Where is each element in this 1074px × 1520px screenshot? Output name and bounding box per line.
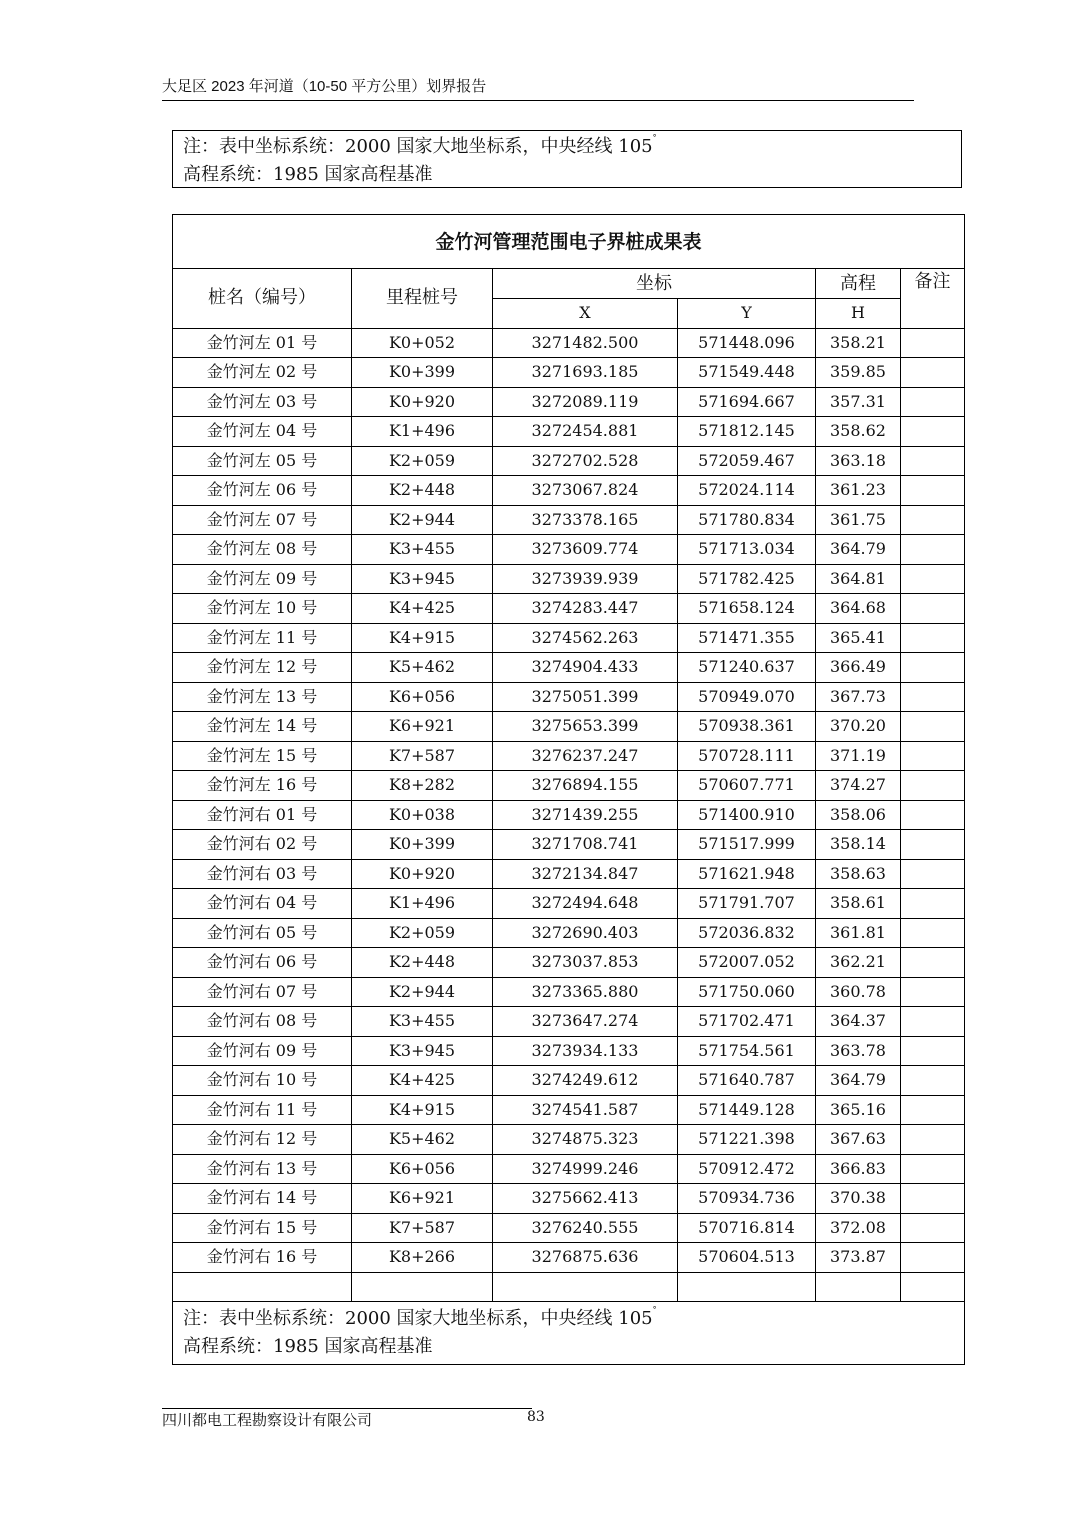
stake-name: 金竹河左 14 号 — [173, 712, 352, 742]
stake-note — [901, 1036, 965, 1066]
stake-y: 571702.471 — [678, 1007, 816, 1037]
stake-note — [901, 948, 965, 978]
stake-y: 571240.637 — [678, 653, 816, 683]
stake-mileage: K7+587 — [352, 1213, 493, 1243]
stake-h: 364.37 — [816, 1007, 901, 1037]
stake-h: 367.63 — [816, 1125, 901, 1155]
stake-mileage: K6+921 — [352, 712, 493, 742]
stake-mileage: K1+496 — [352, 417, 493, 447]
col-header-elev: 高程 — [816, 269, 901, 299]
stake-x: 3271482.500 — [493, 328, 678, 358]
stake-name: 金竹河右 08 号 — [173, 1007, 352, 1037]
stake-h: 367.73 — [816, 682, 901, 712]
stake-note — [901, 594, 965, 624]
stake-y: 571812.145 — [678, 417, 816, 447]
stake-x: 3271439.255 — [493, 800, 678, 830]
col-header-coord: 坐标 — [493, 269, 816, 299]
stake-h: 358.14 — [816, 830, 901, 860]
stake-y: 570716.814 — [678, 1213, 816, 1243]
stake-h: 374.27 — [816, 771, 901, 801]
table-row — [173, 682, 965, 712]
bottom-note — [173, 1302, 965, 1365]
stake-note — [901, 1007, 965, 1037]
col-header-mileage: 里程桩号 — [352, 269, 493, 329]
stake-name: 金竹河左 08 号 — [173, 535, 352, 565]
stake-mileage: K4+425 — [352, 594, 493, 624]
stake-note — [901, 535, 965, 565]
col-header-y: Y — [678, 299, 816, 329]
empty-cell — [678, 1272, 816, 1302]
stake-x: 3271693.185 — [493, 358, 678, 388]
stake-h: 358.61 — [816, 889, 901, 919]
stake-name: 金竹河右 14 号 — [173, 1184, 352, 1214]
stake-x: 3274283.447 — [493, 594, 678, 624]
degree-symbol: ° — [652, 1305, 657, 1314]
stake-x: 3274541.587 — [493, 1095, 678, 1125]
stake-x: 3274562.263 — [493, 623, 678, 653]
stake-x: 3275051.399 — [493, 682, 678, 712]
stake-mileage: K2+448 — [352, 948, 493, 978]
stake-note — [901, 1213, 965, 1243]
table-row — [173, 1243, 965, 1273]
stake-note — [901, 1095, 965, 1125]
table-row — [173, 476, 965, 506]
header-title: 大足区 2023 年河道（10-50 平方公里）划界报告 — [162, 78, 487, 95]
stake-h: 359.85 — [816, 358, 901, 388]
stake-name: 金竹河右 10 号 — [173, 1066, 352, 1096]
stake-y: 570934.736 — [678, 1184, 816, 1214]
stake-mileage: K3+945 — [352, 1036, 493, 1066]
table-row — [173, 535, 965, 565]
stake-y: 571517.999 — [678, 830, 816, 860]
col-header-name: 桩名（编号） — [173, 269, 352, 329]
table-row — [173, 387, 965, 417]
stake-x: 3272134.847 — [493, 859, 678, 889]
stake-h: 370.38 — [816, 1184, 901, 1214]
stake-x: 3274249.612 — [493, 1066, 678, 1096]
stake-mileage: K4+915 — [352, 623, 493, 653]
stake-note — [901, 623, 965, 653]
stake-y: 571791.707 — [678, 889, 816, 919]
stake-name: 金竹河左 05 号 — [173, 446, 352, 476]
stake-x: 3274904.433 — [493, 653, 678, 683]
stake-mileage: K6+056 — [352, 1154, 493, 1184]
stake-name: 金竹河右 09 号 — [173, 1036, 352, 1066]
stake-note — [901, 918, 965, 948]
table-row — [173, 712, 965, 742]
stake-x: 3276240.555 — [493, 1213, 678, 1243]
stake-note — [901, 859, 965, 889]
stake-name: 金竹河左 09 号 — [173, 564, 352, 594]
bottom-note-line1: 注：表中坐标系统：2000 国家大地坐标系，中央经线 105° — [183, 1305, 657, 1329]
stake-y: 570938.361 — [678, 712, 816, 742]
stake-h: 363.78 — [816, 1036, 901, 1066]
stake-h: 364.79 — [816, 535, 901, 565]
empty-cell — [816, 1272, 901, 1302]
table-row — [173, 948, 965, 978]
stake-y: 571640.787 — [678, 1066, 816, 1096]
stake-mileage: K3+455 — [352, 535, 493, 565]
top-note-line1: 注：表中坐标系统：2000 国家大地坐标系，中央经线 105° — [183, 133, 657, 157]
top-note-line2: 高程系统：1985 国家高程基准 — [183, 164, 433, 185]
stake-note — [901, 771, 965, 801]
stake-x: 3273647.274 — [493, 1007, 678, 1037]
stake-note — [901, 358, 965, 388]
stake-y: 571782.425 — [678, 564, 816, 594]
stake-h: 364.81 — [816, 564, 901, 594]
stake-mileage: K2+944 — [352, 505, 493, 535]
stake-x: 3272702.528 — [493, 446, 678, 476]
stake-name: 金竹河右 16 号 — [173, 1243, 352, 1273]
stake-x: 3276894.155 — [493, 771, 678, 801]
stake-note — [901, 564, 965, 594]
stake-x: 3276237.247 — [493, 741, 678, 771]
stake-name: 金竹河左 13 号 — [173, 682, 352, 712]
stake-x: 3274999.246 — [493, 1154, 678, 1184]
table-row — [173, 1007, 965, 1037]
top-note — [172, 130, 962, 188]
stake-name: 金竹河右 03 号 — [173, 859, 352, 889]
stake-h: 371.19 — [816, 741, 901, 771]
stake-h: 362.21 — [816, 948, 901, 978]
stake-x: 3271708.741 — [493, 830, 678, 860]
stake-mileage: K6+921 — [352, 1184, 493, 1214]
stake-h: 373.87 — [816, 1243, 901, 1273]
table-title: 金竹河管理范围电子界桩成果表 — [173, 215, 965, 269]
stake-mileage: K5+462 — [352, 653, 493, 683]
stake-x: 3275662.413 — [493, 1184, 678, 1214]
col-header-note: 备注 — [901, 269, 965, 329]
stake-name: 金竹河右 01 号 — [173, 800, 352, 830]
stake-name: 金竹河左 12 号 — [173, 653, 352, 683]
stake-h: 364.79 — [816, 1066, 901, 1096]
stake-y: 571449.128 — [678, 1095, 816, 1125]
empty-cell — [901, 1272, 965, 1302]
stake-mileage: K2+944 — [352, 977, 493, 1007]
stake-x: 3272690.403 — [493, 918, 678, 948]
stake-x: 3274875.323 — [493, 1125, 678, 1155]
empty-cell — [352, 1272, 493, 1302]
stake-x: 3276875.636 — [493, 1243, 678, 1273]
stake-mileage: K2+448 — [352, 476, 493, 506]
stake-y: 571221.398 — [678, 1125, 816, 1155]
stake-name: 金竹河右 15 号 — [173, 1213, 352, 1243]
stake-name: 金竹河左 11 号 — [173, 623, 352, 653]
page-header — [162, 76, 914, 101]
stake-note — [901, 1066, 965, 1096]
stake-mileage: K3+945 — [352, 564, 493, 594]
table-row — [173, 505, 965, 535]
stake-x: 3273037.853 — [493, 948, 678, 978]
stake-mileage: K1+496 — [352, 889, 493, 919]
stake-note — [901, 741, 965, 771]
stake-h: 358.06 — [816, 800, 901, 830]
stake-y: 570912.472 — [678, 1154, 816, 1184]
stake-h: 357.31 — [816, 387, 901, 417]
stake-y: 572059.467 — [678, 446, 816, 476]
stake-note — [901, 889, 965, 919]
stake-name: 金竹河左 01 号 — [173, 328, 352, 358]
table-row — [173, 1036, 965, 1066]
table-row — [173, 1154, 965, 1184]
stake-x: 3275653.399 — [493, 712, 678, 742]
stake-y: 571754.561 — [678, 1036, 816, 1066]
stake-note — [901, 417, 965, 447]
stake-h: 372.08 — [816, 1213, 901, 1243]
col-header-h: H — [816, 299, 901, 329]
degree-symbol: ° — [652, 133, 657, 142]
empty-row — [173, 1272, 965, 1302]
table-row — [173, 653, 965, 683]
stake-mileage: K4+915 — [352, 1095, 493, 1125]
stake-y: 571471.355 — [678, 623, 816, 653]
stake-x: 3272454.881 — [493, 417, 678, 447]
stake-x: 3272494.648 — [493, 889, 678, 919]
stake-note — [901, 505, 965, 535]
table-row — [173, 1184, 965, 1214]
stake-h: 363.18 — [816, 446, 901, 476]
stake-h: 360.78 — [816, 977, 901, 1007]
stake-y: 570607.771 — [678, 771, 816, 801]
stake-y: 571621.948 — [678, 859, 816, 889]
stake-name: 金竹河右 02 号 — [173, 830, 352, 860]
stake-h: 364.68 — [816, 594, 901, 624]
table-row — [173, 771, 965, 801]
stake-mileage: K3+455 — [352, 1007, 493, 1037]
stake-note — [901, 476, 965, 506]
table-row — [173, 594, 965, 624]
stake-name: 金竹河右 04 号 — [173, 889, 352, 919]
table-row — [173, 1095, 965, 1125]
stake-note — [901, 682, 965, 712]
stake-mileage: K0+052 — [352, 328, 493, 358]
empty-cell — [493, 1272, 678, 1302]
stake-h: 366.49 — [816, 653, 901, 683]
table-row — [173, 889, 965, 919]
table-row — [173, 741, 965, 771]
col-header-x: X — [493, 299, 678, 329]
table-row — [173, 977, 965, 1007]
stake-x: 3273067.824 — [493, 476, 678, 506]
stake-note — [901, 800, 965, 830]
stake-h: 370.20 — [816, 712, 901, 742]
stake-mileage: K7+587 — [352, 741, 493, 771]
stake-mileage: K0+399 — [352, 830, 493, 860]
stake-mileage: K0+399 — [352, 358, 493, 388]
stake-y: 570949.070 — [678, 682, 816, 712]
stake-name: 金竹河左 04 号 — [173, 417, 352, 447]
stake-y: 570604.513 — [678, 1243, 816, 1273]
table-row — [173, 1213, 965, 1243]
stake-h: 358.21 — [816, 328, 901, 358]
stake-mileage: K6+056 — [352, 682, 493, 712]
table-row — [173, 1125, 965, 1155]
stake-name: 金竹河左 07 号 — [173, 505, 352, 535]
table-row — [173, 859, 965, 889]
stake-note — [901, 830, 965, 860]
table-row — [173, 830, 965, 860]
stake-h: 358.63 — [816, 859, 901, 889]
stake-note — [901, 1184, 965, 1214]
stake-mileage: K8+266 — [352, 1243, 493, 1273]
stake-name: 金竹河右 11 号 — [173, 1095, 352, 1125]
stake-h: 366.83 — [816, 1154, 901, 1184]
stake-h: 365.16 — [816, 1095, 901, 1125]
table-row — [173, 358, 965, 388]
stake-name: 金竹河左 16 号 — [173, 771, 352, 801]
stake-note — [901, 387, 965, 417]
stake-name: 金竹河左 15 号 — [173, 741, 352, 771]
stake-name: 金竹河右 12 号 — [173, 1125, 352, 1155]
stake-note — [901, 712, 965, 742]
page-number: 83 — [527, 1409, 545, 1425]
stake-y: 572024.114 — [678, 476, 816, 506]
stake-mileage: K0+920 — [352, 387, 493, 417]
stake-h: 358.62 — [816, 417, 901, 447]
stake-mileage: K8+282 — [352, 771, 493, 801]
stake-y: 571549.448 — [678, 358, 816, 388]
stake-x: 3273378.165 — [493, 505, 678, 535]
table-row — [173, 417, 965, 447]
table-row — [173, 564, 965, 594]
stake-y: 571694.667 — [678, 387, 816, 417]
stake-x: 3272089.119 — [493, 387, 678, 417]
stake-x: 3273939.939 — [493, 564, 678, 594]
stake-h: 361.23 — [816, 476, 901, 506]
stake-h: 361.81 — [816, 918, 901, 948]
stake-name: 金竹河左 10 号 — [173, 594, 352, 624]
stake-name: 金竹河右 07 号 — [173, 977, 352, 1007]
table-row — [173, 918, 965, 948]
stake-h: 365.41 — [816, 623, 901, 653]
stake-y: 572007.052 — [678, 948, 816, 978]
stake-y: 571658.124 — [678, 594, 816, 624]
stake-mileage: K2+059 — [352, 918, 493, 948]
table-row — [173, 446, 965, 476]
stake-y: 571713.034 — [678, 535, 816, 565]
bottom-note-line2: 高程系统：1985 国家高程基准 — [183, 1336, 433, 1357]
stake-note — [901, 653, 965, 683]
stake-name: 金竹河右 13 号 — [173, 1154, 352, 1184]
table-row — [173, 328, 965, 358]
table-row — [173, 800, 965, 830]
stake-y: 571400.910 — [678, 800, 816, 830]
stake-y: 572036.832 — [678, 918, 816, 948]
stake-y: 571780.834 — [678, 505, 816, 535]
page-footer — [162, 1408, 532, 1431]
stake-y: 571750.060 — [678, 977, 816, 1007]
stake-mileage: K5+462 — [352, 1125, 493, 1155]
stake-mileage: K0+920 — [352, 859, 493, 889]
stake-mileage: K0+038 — [352, 800, 493, 830]
stake-x: 3273609.774 — [493, 535, 678, 565]
boundary-stake-table — [172, 214, 965, 1365]
stake-y: 571448.096 — [678, 328, 816, 358]
stake-name: 金竹河左 02 号 — [173, 358, 352, 388]
stake-note — [901, 1125, 965, 1155]
stake-note — [901, 1154, 965, 1184]
stake-name: 金竹河左 03 号 — [173, 387, 352, 417]
stake-x: 3273365.880 — [493, 977, 678, 1007]
stake-note — [901, 977, 965, 1007]
stake-name: 金竹河左 06 号 — [173, 476, 352, 506]
stake-x: 3273934.133 — [493, 1036, 678, 1066]
stake-y: 570728.111 — [678, 741, 816, 771]
stake-note — [901, 328, 965, 358]
table-row — [173, 1066, 965, 1096]
stake-note — [901, 446, 965, 476]
stake-note — [901, 1243, 965, 1273]
footer-company: 四川都电工程勘察设计有限公司 — [162, 1412, 373, 1429]
empty-cell — [173, 1272, 352, 1302]
stake-name: 金竹河右 05 号 — [173, 918, 352, 948]
table-row — [173, 623, 965, 653]
stake-h: 361.75 — [816, 505, 901, 535]
stake-name: 金竹河右 06 号 — [173, 948, 352, 978]
stake-mileage: K2+059 — [352, 446, 493, 476]
stake-mileage: K4+425 — [352, 1066, 493, 1096]
